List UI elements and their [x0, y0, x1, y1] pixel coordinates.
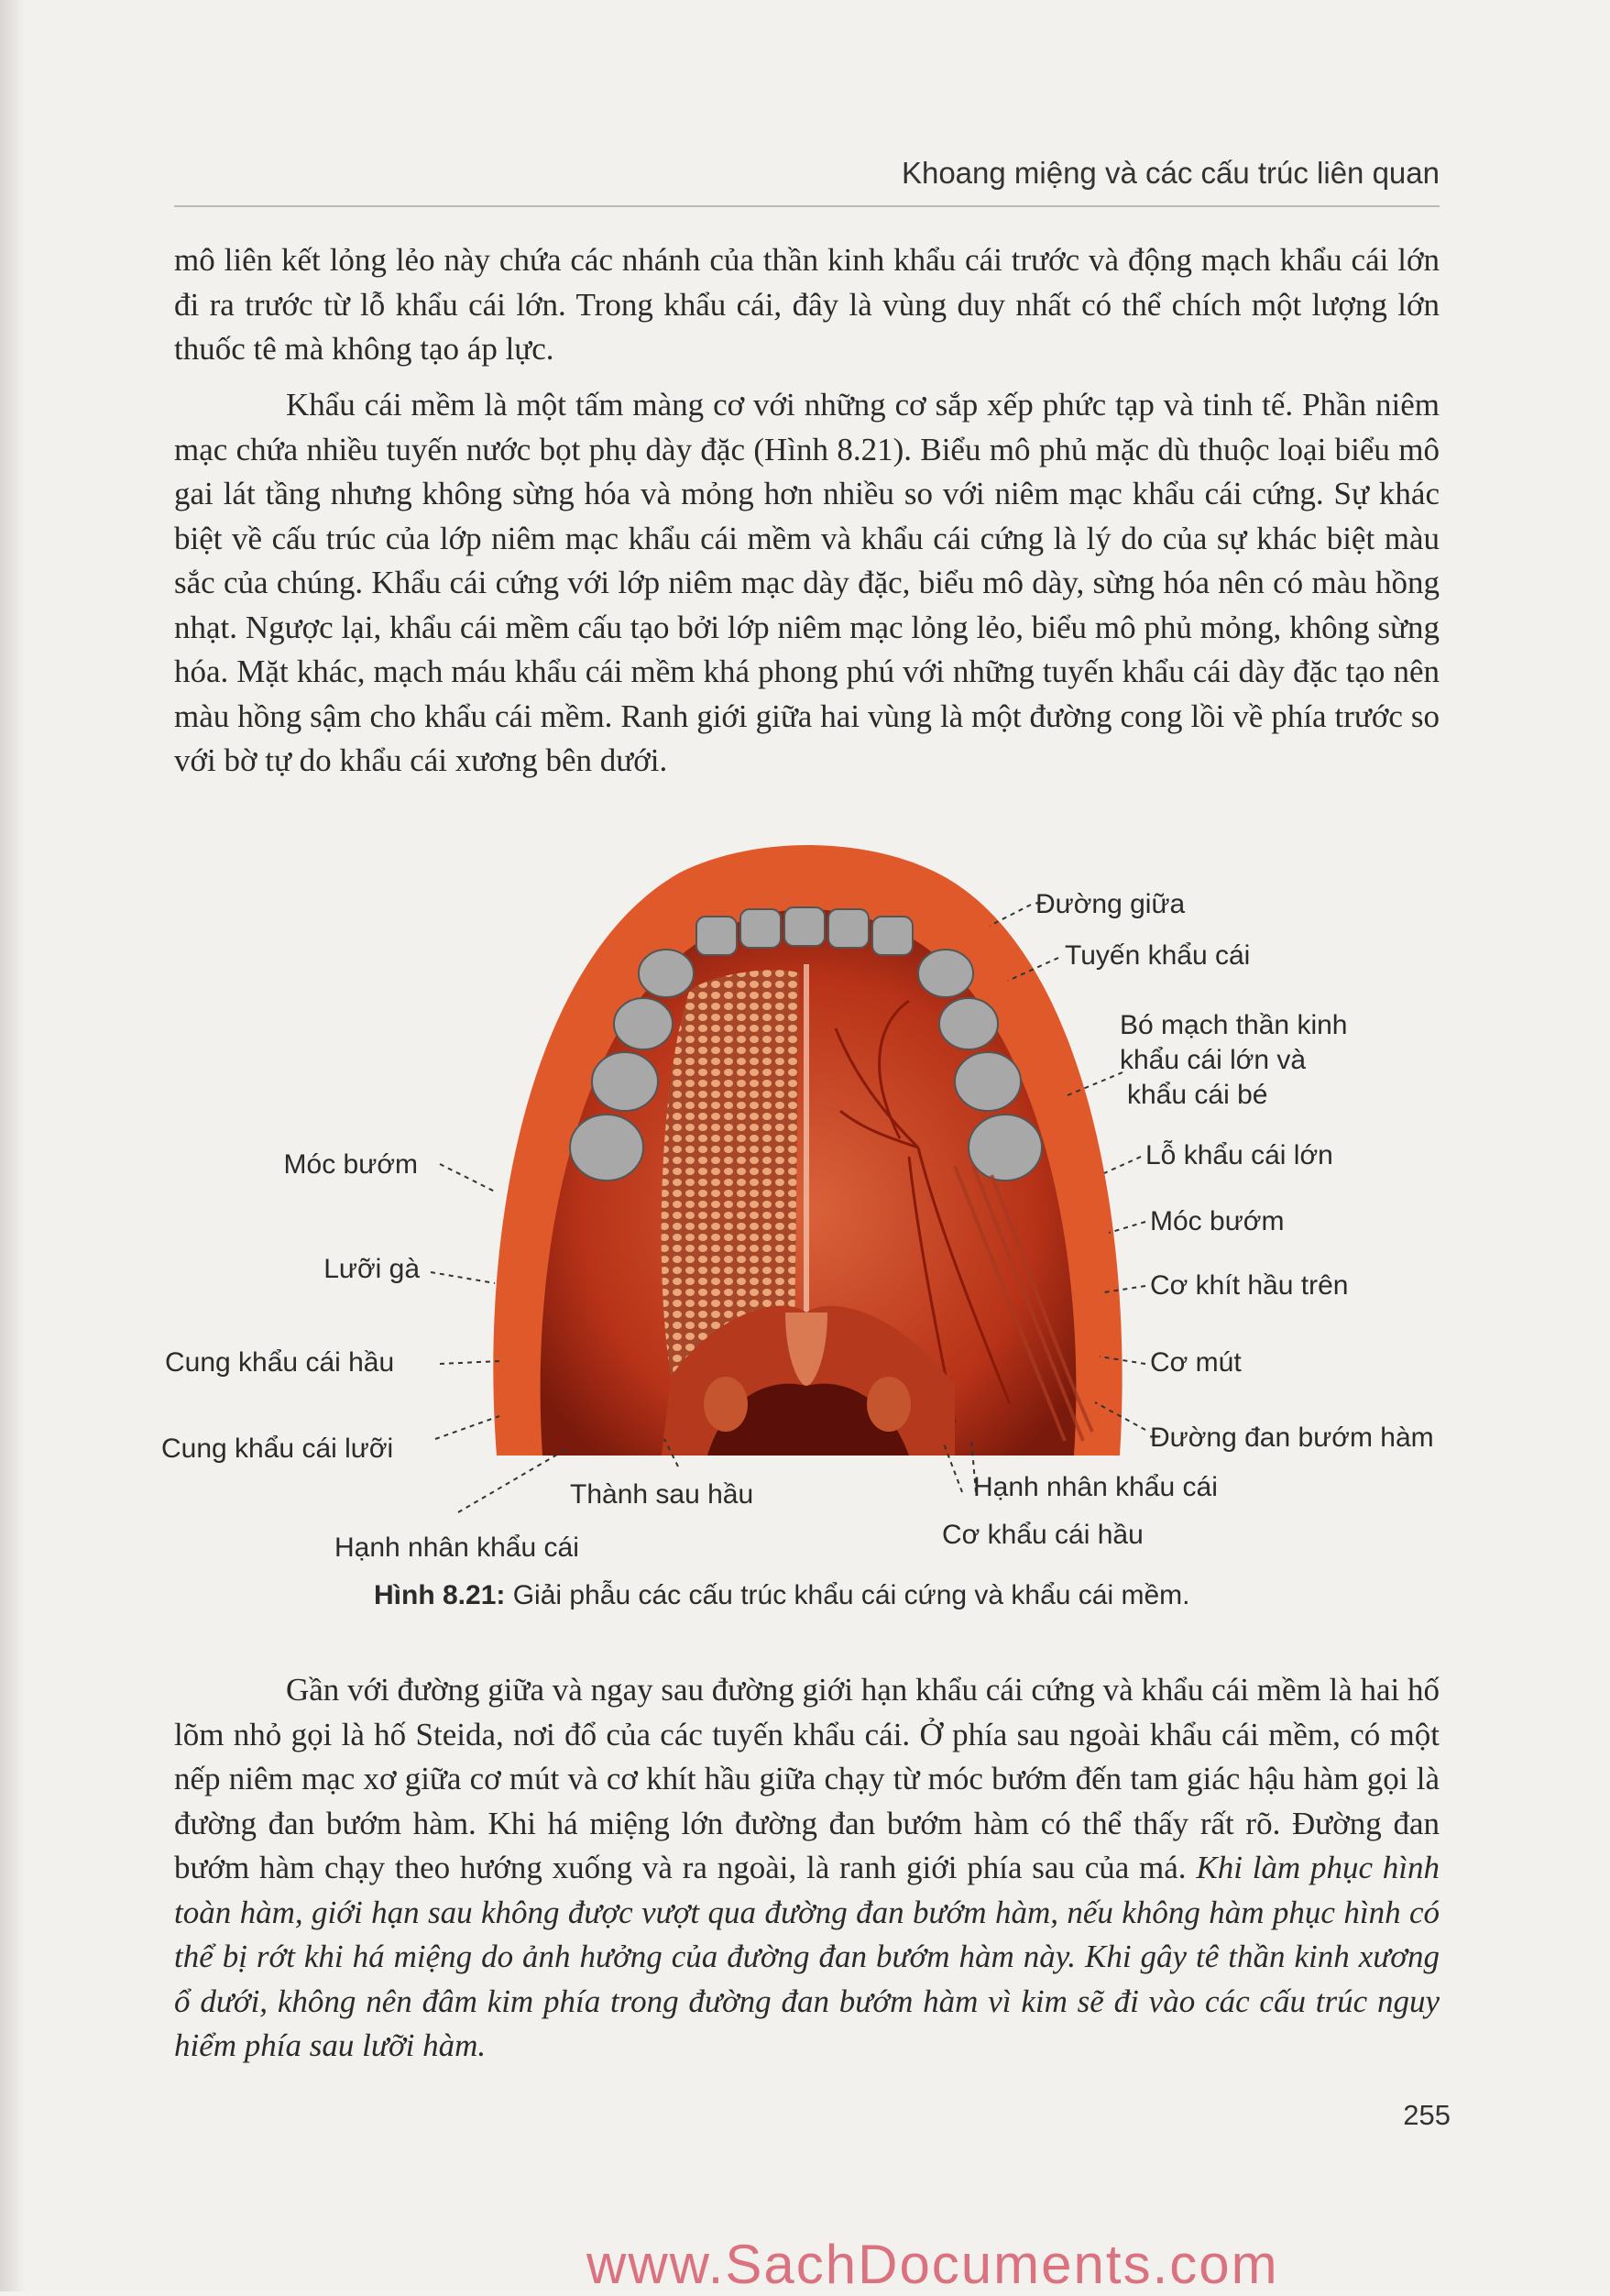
label-bo-mach-line3: khẩu cái bé — [1127, 1080, 1268, 1110]
palate-anatomy-figure — [478, 836, 1134, 1456]
running-head: Khoang miệng và các cấu trúc liên quan — [901, 156, 1440, 190]
label-moc-buom-right: Móc bướm — [1150, 1206, 1285, 1236]
paragraph-3 — [174, 1668, 1440, 2069]
label-cung-khau-cai-luoi: Cung khẩu cái lưỡi — [161, 1434, 394, 1464]
figure-caption — [374, 1580, 1190, 1611]
label-bo-mach-line2: khẩu cái lớn và — [1120, 1045, 1307, 1075]
label-tuyen-khau-cai: Tuyến khẩu cái — [1065, 940, 1251, 971]
label-lo-khau-cai-lon: Lỗ khẩu cái lớn — [1145, 1140, 1333, 1170]
label-thanh-sau-hau: Thành sau hầu — [570, 1479, 754, 1510]
label-co-mut: Cơ mút — [1150, 1347, 1242, 1378]
label-duong-giua: Đường giữa — [1035, 889, 1186, 919]
paragraph-2: Khẩu cái mềm là một tấm màng cơ với những cơ sắp xếp phức tạp và tinh tế. Phần niêm mạc chứa nhiều tuyến nước bọt phụ dày đặc (Hình 8.21). Biểu mô phủ mặc dù thuộc loại biểu mô gai lát tầng nhưng không sừng hóa và mỏng hơn nhiều so với niêm mạc khẩu cái cứng. Sự khác biệt về cấu trúc của lớp niêm mạc khẩu cái mềm và khẩu cái cứng là lý do của sự khác biệt màu sắc của chúng. Khẩu cái cứng với lớp niêm mạc dày đặc, biểu mô dày, sừng hóa nên có màu hồng nhạt. Ngược lại, khẩu cái mềm cấu tạo bởi lớp niêm mạc lỏng lẻo, biểu mô phủ mỏng, không sừng hóa. Mặt khác, mạch máu khẩu cái mềm khá phong phú với những tuyến khẩu cái dày đặc tạo nên màu hồng sậm cho khẩu cái mềm. Ranh giới giữa hai vùng là một đường cong lồi về phía trước so với bờ tự do khẩu cái xương bên dưới. — [174, 387, 1440, 778]
label-luoi-ga: Lưỡi gà — [323, 1254, 420, 1284]
label-cung-khau-cai-hau: Cung khẩu cái hầu — [165, 1347, 395, 1378]
page-number: 255 — [1403, 2099, 1451, 2131]
caption-text: Giải phẫu các cấu trúc khẩu cái cứng và khẩu cái mềm. — [505, 1580, 1190, 1610]
label-duong-dan-buom-ham: Đường đan bướm hàm — [1150, 1423, 1434, 1453]
label-bo-mach-line1: Bó mạch thần kinh — [1120, 1010, 1348, 1040]
paragraph-1: mô liên kết lỏng lẻo này chứa các nhánh của thần kinh khẩu cái trước và động mạch khẩu cái lớn đi ra trước từ lỗ khẩu cái lớn. Trong khẩu cái, đây là vùng duy nhất có thể chích một lượng lớn thuốc tê mà không tạo áp lực. — [174, 242, 1440, 367]
palate-illustration — [478, 836, 1134, 1456]
label-hanh-nhan-right: Hạnh nhân khẩu cái — [973, 1472, 1218, 1502]
label-co-khau-cai-hau: Cơ khẩu cái hầu — [942, 1520, 1144, 1550]
label-moc-buom-left: Móc bướm — [283, 1149, 418, 1180]
caption-label: Hình 8.21: — [374, 1580, 506, 1610]
watermark: www.SachDocuments.com — [586, 2234, 1279, 2295]
page-gutter-shadow — [0, 0, 26, 2291]
paragraph-3-italic: Khi làm phục hình toàn hàm, giới hạn sau không được vượt qua đường đan bướm hàm, nếu không hàm phục hình có thể bị rớt khi há miệng do ảnh hưởng của đường đan bướm hàm này. Khi gây tê thần kinh xương ổ dưới, không nên đâm kim phía trong đường đan bướm hàm vì kim sẽ đi vào các cấu trúc nguy hiểm phía sau lưỡi hàm. — [174, 1850, 1440, 2063]
label-co-khit-hau-tren: Cơ khít hầu trên — [1150, 1270, 1349, 1301]
header-rule — [174, 205, 1440, 207]
label-hanh-nhan-left: Hạnh nhân khẩu cái — [334, 1532, 579, 1563]
paragraph-3-normal: Gần với đường giữa và ngay sau đường giới hạn khẩu cái cứng và khẩu cái mềm là hai hố lõm nhỏ gọi là hố Steida, nơi đổ của các tuyến khẩu cái. Ở phía sau ngoài khẩu cái mềm, có một nếp niêm mạc xơ giữa cơ mút và cơ khít hầu giữa chạy từ móc bướm đến tam giác hậu hàm gọi là đường đan bướm hàm. Khi há miệng lớn đường đan bướm hàm có thể thấy rất rõ. Đường đan bướm hàm chạy theo hướng xuống và ra ngoài, là ranh giới phía sau của má. — [174, 1672, 1440, 1885]
